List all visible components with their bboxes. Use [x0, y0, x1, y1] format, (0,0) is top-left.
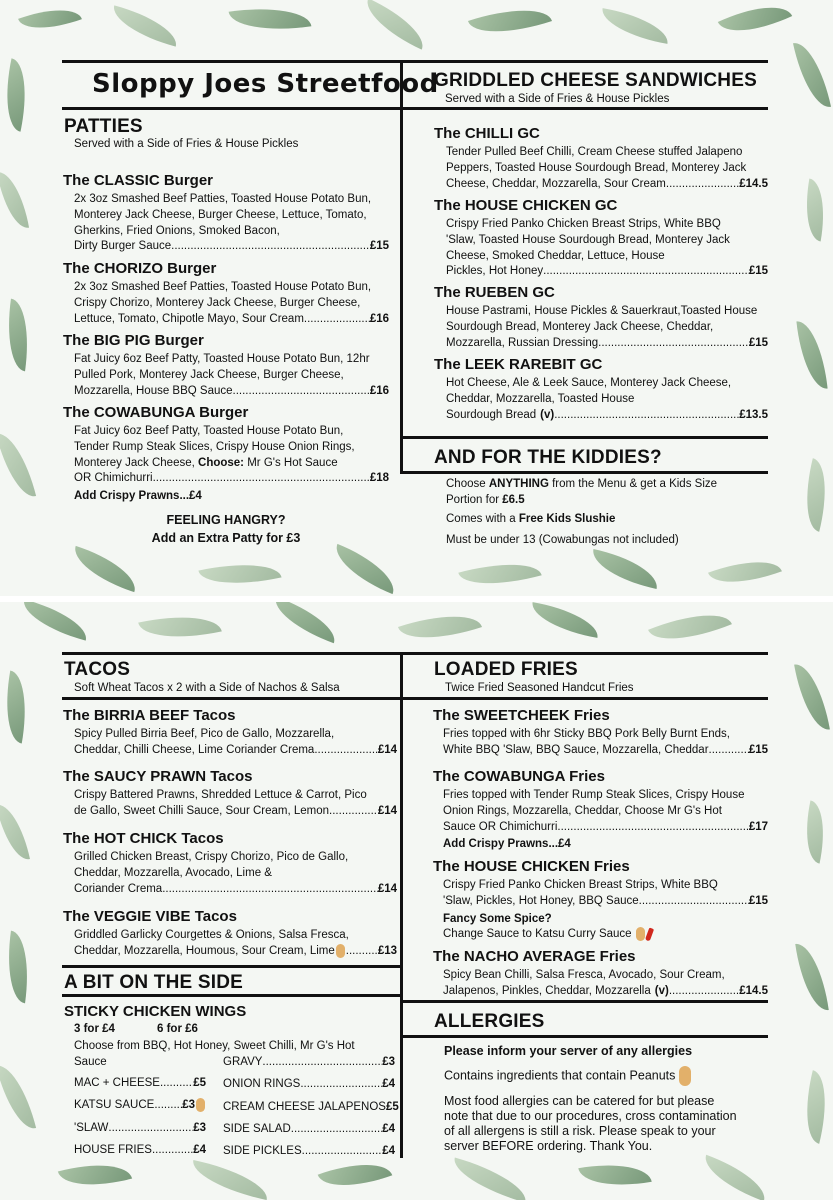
divider	[402, 1000, 768, 1003]
side-item: SIDE PICKLES ..... £4	[223, 1144, 395, 1160]
item-price: £15	[369, 240, 389, 253]
wings-price-3: 3 for £4	[74, 1023, 115, 1035]
leaf-decoration	[798, 800, 832, 863]
item-price: £13	[377, 944, 397, 957]
item-price: £14	[377, 743, 397, 756]
divider	[400, 60, 403, 474]
vegetarian-tag: (v)	[654, 984, 669, 997]
leaf-decoration	[0, 428, 36, 502]
allergy-inform: Please inform your server of any allergies	[444, 1044, 693, 1058]
item-name: The COWABUNGA Fries	[433, 768, 605, 785]
item-name: The CHORIZO Burger	[63, 260, 217, 277]
leaf-decoration	[188, 1160, 271, 1200]
leaf-decoration	[796, 458, 833, 532]
section-subtitle-patties: Served with a Side of Fries & House Pickles	[74, 138, 299, 150]
leaf-decoration	[795, 941, 829, 1014]
side-item: MAC + CHEESE ..... £5	[74, 1076, 206, 1092]
menu-item	[434, 125, 768, 192]
leaf-decoration	[598, 8, 671, 44]
section-title-tacos: TACOS	[64, 659, 131, 680]
divider	[402, 436, 768, 439]
menu-item	[63, 830, 397, 897]
leaf-decoration	[18, 0, 82, 40]
wings-price-6: 6 for £6	[157, 1023, 198, 1035]
item-price: £14	[377, 882, 397, 895]
section-title-patties: PATTIES	[64, 116, 143, 137]
wings-description: Choose from BBQ, Hot Honey, Sweet Chilli, Mr G's Hot	[74, 1040, 355, 1052]
menu-item	[63, 332, 389, 399]
menu-item	[434, 284, 768, 351]
menu-item	[63, 768, 397, 820]
promo-heading: FEELING HANGRY?	[166, 513, 286, 527]
peanut-icon	[679, 1066, 691, 1086]
menu-item	[433, 707, 768, 759]
menu-item	[63, 260, 389, 327]
menu-item	[434, 356, 768, 423]
side-item: GRAVY ..... £3	[223, 1055, 395, 1071]
side-item: KATSU SAUCE ..... £3	[74, 1098, 206, 1114]
divider	[62, 994, 400, 997]
leaf-decoration	[708, 549, 782, 595]
leaf-decoration	[793, 38, 831, 111]
item-description: 2x 3oz Smashed Beef Patties, Toasted House Potato Bun, Monterey Jack Cheese, Burger Cheese, Lettuce, Tomato, Gherkins, Fried Onions, Smoked Bacon, Dirty Burger Sauce ..... £15	[63, 192, 389, 255]
allergy-peanuts: Contains ingredients that contain Peanuts	[444, 1066, 691, 1086]
item-name: The COWABUNGA Burger	[63, 404, 249, 421]
item-price: £13.5	[739, 408, 768, 421]
item-price: £14.5	[739, 177, 768, 190]
side-item: SIDE SALAD ..... £4	[223, 1122, 395, 1138]
divider	[402, 697, 768, 700]
leaf-decoration	[68, 546, 143, 592]
leaf-decoration	[458, 552, 541, 596]
leaf-decoration	[796, 1070, 833, 1144]
section-title-griddled: GRIDDLED CHEESE SANDWICHES	[434, 70, 757, 91]
chili-icon	[645, 927, 654, 941]
item-name: The HOUSE CHICKEN GC	[434, 197, 618, 214]
section-subtitle-loaded-fries: Twice Fried Seasoned Handcut Fries	[445, 682, 634, 694]
item-description: Fries topped with 6hr Sticky BBQ Pork Belly Burnt Ends, White BBQ 'Slaw, BBQ Sauce, Mozzarella, Cheddar ..... £15	[433, 727, 768, 759]
leaf-decoration	[578, 1156, 651, 1194]
sides-list-right	[223, 1055, 399, 1160]
side-item: CREAM CHEESE JALAPENOS £5	[223, 1100, 399, 1113]
item-name: The HOT CHICK Tacos	[63, 830, 224, 847]
peanut-icon	[336, 944, 345, 958]
leaf-decoration	[398, 602, 482, 651]
leaf-decoration	[1, 931, 35, 1004]
section-subtitle-griddled: Served with a Side of Fries & House Pickles	[445, 93, 670, 105]
item-name: The CLASSIC Burger	[63, 172, 214, 189]
menu-item	[63, 707, 397, 759]
spice-question: Fancy Some Spice?	[443, 912, 552, 925]
leaf-decoration	[268, 602, 342, 643]
sides-list-left	[74, 1076, 206, 1159]
item-description: Griddled Garlicky Courgettes & Onions, Salsa Fresca, Cheddar, Mozzarella, Houmous, Sour Cream, Lime ..... £13	[63, 928, 397, 960]
item-name: The NACHO AVERAGE Fries	[433, 948, 636, 965]
menu-page-2	[0, 602, 833, 1200]
item-name: The HOUSE CHICKEN Fries	[433, 858, 630, 875]
section-title-allergies: ALLERGIES	[434, 1011, 545, 1032]
item-description: Spicy Pulled Birria Beef, Pico de Gallo, Mozzarella, Cheddar, Chilli Cheese, Lime Coriander Crema ..... £14	[63, 727, 397, 759]
item-name: The RUEBEN GC	[434, 284, 555, 301]
item-name: The BIRRIA BEEF Tacos	[63, 707, 236, 724]
leaf-decoration	[358, 0, 432, 50]
item-price: £15	[748, 336, 768, 349]
divider	[62, 697, 400, 700]
item-price: £15	[748, 894, 768, 907]
leaf-decoration	[698, 1155, 772, 1200]
kids-line-3: Comes with a Free Kids Slushie	[446, 513, 616, 525]
kids-line-2: Portion for £6.5	[446, 494, 525, 506]
leaf-decoration	[108, 5, 182, 46]
wings-title: STICKY CHICKEN WINGS	[64, 1003, 247, 1020]
leaf-decoration	[448, 1157, 532, 1200]
item-description: Fries topped with Tender Rump Steak Slices, Crispy House Onion Rings, Mozzarella, Cheddar, Choose Mr G's Hot Sauce OR Chimichurri ..... £17 Add Crispy Prawns...£4	[433, 788, 768, 853]
section-title-loaded-fries: LOADED FRIES	[434, 659, 578, 680]
item-description: Spicy Bean Chilli, Salsa Fresca, Avocado, Sour Cream, Jalapenos, Pinkles, Cheddar, Mozzarella (v) ..... £14.5	[433, 968, 768, 1000]
leaf-decoration	[648, 602, 732, 654]
allergy-notice: Most food allergies can be catered for but please note that due to our procedures, cross contamination of all allergens is still a risk. Please speak to your server BEFORE ordering. Thank You.	[444, 1094, 737, 1153]
spice-option: Change Sauce to Katsu Curry Sauce	[443, 927, 768, 943]
leaf-decoration	[0, 58, 35, 131]
item-price: £16	[369, 384, 389, 397]
peanut-icon	[636, 927, 645, 941]
item-description: Crispy Battered Prawns, Shredded Lettuce & Carrot, Pico de Gallo, Sweet Chilli Sauce, Sour Cream, Lemon ..... £14	[63, 788, 397, 820]
leaf-decoration	[18, 602, 92, 641]
item-description: House Pastrami, House Pickles & Sauerkraut,Toasted House Sourdough Bread, Monterey Jack Cheese, Cheddar, Mozzarella, Russian Dressing ..... £15	[434, 304, 768, 351]
restaurant-logo: Sloppy Joes Streetfood	[92, 69, 439, 99]
item-description: Fat Juicy 6oz Beef Patty, Toasted House Potato Bun, 12hr Pulled Pork, Monterey Jack Cheese, Burger Cheese, Mozzarella, House BBQ Sauce ..... £16	[63, 352, 389, 399]
peanut-icon	[196, 1098, 205, 1112]
item-name: The CHILLI GC	[434, 125, 540, 142]
side-item: 'SLAW ..... £3	[74, 1121, 206, 1137]
wings-description: Sauce	[74, 1056, 107, 1068]
menu-page-1	[0, 0, 833, 596]
item-name: The SAUCY PRAWN Tacos	[63, 768, 253, 785]
leaf-decoration	[0, 1060, 36, 1134]
leaf-decoration	[0, 169, 29, 232]
item-description: Grilled Chicken Breast, Crispy Chorizo, Pico de Gallo, Cheddar, Mozzarella, Avocado, Lime & Coriander Crema ..... £14	[63, 850, 397, 897]
divider	[400, 652, 403, 1158]
item-name: The LEEK RAREBIT GC	[434, 356, 603, 373]
menu-item	[63, 172, 389, 255]
leaf-decoration	[198, 554, 281, 594]
menu-item	[434, 197, 768, 280]
leaf-decoration	[0, 670, 34, 743]
item-description: Fat Juicy 6oz Beef Patty, Toasted House Potato Bun, Tender Rump Steak Slices, Crispy House Onion Rings, Monterey Jack Cheese, Choose: Mr G's Hot Sauce OR Chimichurri ..... £18 Add Crispy Prawns...£4	[63, 424, 389, 505]
section-title-sides: A BIT ON THE SIDE	[64, 972, 243, 993]
item-addon: Add Crispy Prawns...£4	[74, 490, 202, 503]
leaf-decoration	[328, 544, 403, 594]
leaf-decoration	[138, 606, 222, 648]
side-item: HOUSE FRIES ..... £4	[74, 1143, 206, 1159]
item-price: £15	[748, 265, 768, 278]
leaf-decoration	[794, 660, 830, 733]
kids-line-1: Choose ANYTHING from the Menu & get a Kids Size	[446, 478, 718, 490]
leaf-decoration	[229, 1, 312, 38]
section-subtitle-tacos: Soft Wheat Tacos x 2 with a Side of Nachos & Salsa	[74, 682, 340, 694]
item-description: 2x 3oz Smashed Beef Patties, Toasted House Potato Bun, Crispy Chorizo, Monterey Jack Cheese, Burger Cheese, Lettuce, Tomato, Chipotle Mayo, Sour Cream ..... £16	[63, 280, 389, 327]
item-price: £15	[748, 743, 768, 756]
item-name: The VEGGIE VIBE Tacos	[63, 908, 237, 925]
menu-item	[433, 948, 768, 1000]
item-description: Tender Pulled Beef Chilli, Cream Cheese stuffed Jalapeno Peppers, Toasted House Sourdough Bread, Monterey Jack Cheese, Cheddar, Mozzarella, Sour Cream ..... £14.5	[434, 145, 768, 192]
item-addon: Add Crispy Prawns...£4	[443, 838, 571, 851]
leaf-decoration	[468, 0, 552, 46]
item-price: £14	[377, 804, 397, 817]
menu-item	[63, 404, 389, 505]
divider	[62, 60, 768, 63]
menu-item	[63, 908, 397, 960]
item-description: Crispy Fried Panko Chicken Breast Strips, White BBQ 'Slaw, Pickles, Hot Honey, BBQ Sauce ..... £15 Fancy Some Spice? Change Sauce to Katsu Curry Sauce	[433, 878, 768, 943]
leaf-decoration	[58, 1153, 132, 1196]
divider	[402, 107, 768, 110]
divider	[402, 1035, 768, 1038]
leaf-decoration	[799, 179, 831, 242]
kids-line-4: Must be under 13 (Cowabungas not included)	[446, 534, 679, 546]
divider	[62, 107, 400, 110]
leaf-decoration	[0, 800, 30, 863]
leaf-decoration	[718, 0, 792, 46]
item-name: The SWEETCHEEK Fries	[433, 707, 610, 724]
vegetarian-tag: (v)	[540, 408, 555, 421]
promo-text: Add an Extra Patty for £3	[151, 531, 301, 545]
item-price: £16	[369, 312, 389, 325]
divider	[402, 471, 768, 474]
item-description: Hot Cheese, Ale & Leek Sauce, Monterey Jack Cheese, Cheddar, Mozzarella, Toasted House Sourdough Bread (v) ..... £13.5	[434, 376, 768, 423]
menu-item	[433, 768, 768, 853]
leaf-decoration	[588, 549, 662, 589]
item-price: £17	[748, 820, 768, 833]
item-price: £14.5	[739, 984, 768, 997]
item-name: The BIG PIG Burger	[63, 332, 204, 349]
item-price: £18	[369, 472, 389, 485]
leaf-decoration	[796, 319, 827, 391]
section-title-kiddies: AND FOR THE KIDDIES?	[434, 447, 662, 468]
menu-item	[433, 858, 768, 943]
divider	[62, 652, 768, 655]
divider	[62, 965, 400, 968]
side-item: ONION RINGS ..... £4	[223, 1077, 395, 1093]
leaf-decoration	[1, 299, 35, 372]
item-description: Crispy Fried Panko Chicken Breast Strips, White BBQ 'Slaw, Toasted House Sourdough Bread, Monterey Jack Cheese, Smoked Cheddar, Lettuce, House Pickles, Hot Honey ..... £15	[434, 217, 768, 280]
leaf-decoration	[528, 602, 601, 638]
